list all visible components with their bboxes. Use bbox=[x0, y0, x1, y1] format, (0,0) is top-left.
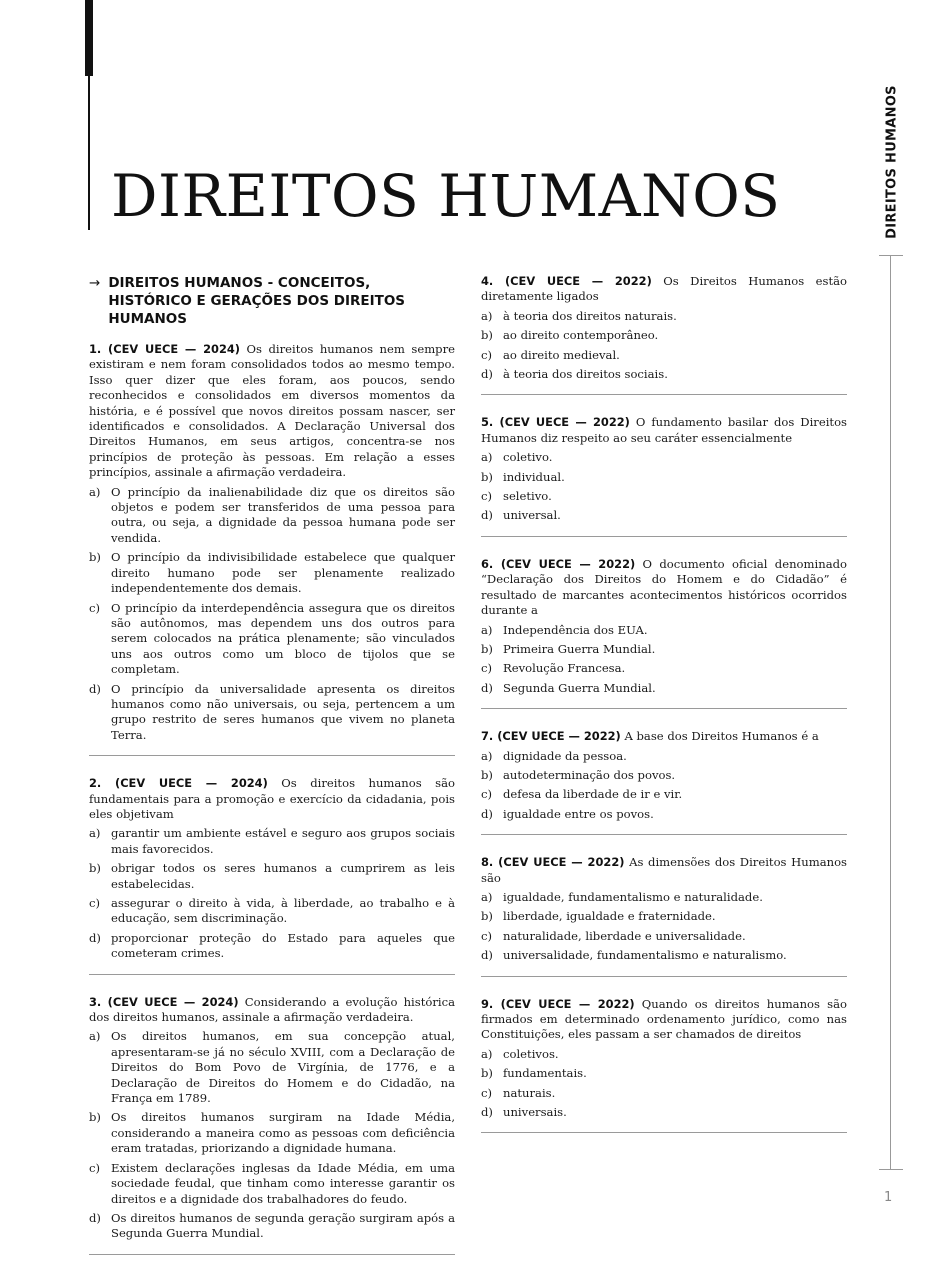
option-text: garantir um ambiente estável e seguro aos grupos sociais mais favorecidos. bbox=[111, 826, 455, 856]
option-letter: d) bbox=[481, 806, 493, 821]
page-title: DIREITOS HUMANOS bbox=[111, 162, 781, 230]
option-letter: a) bbox=[481, 308, 493, 323]
option-d bbox=[89, 682, 455, 744]
question-divider bbox=[481, 536, 847, 537]
arrow-right-icon: → bbox=[89, 275, 101, 291]
question-divider bbox=[481, 708, 847, 709]
question-6 bbox=[481, 557, 847, 696]
option-c bbox=[89, 601, 455, 678]
option-a bbox=[481, 623, 847, 638]
question-stem bbox=[481, 729, 847, 744]
page-number: 1 bbox=[884, 1190, 893, 1205]
option-a bbox=[481, 450, 847, 465]
option-letter: a) bbox=[89, 826, 101, 841]
option-a bbox=[89, 485, 455, 547]
option-letter: b) bbox=[89, 861, 101, 876]
option-letter: a) bbox=[481, 450, 493, 465]
option-letter: c) bbox=[481, 347, 493, 362]
right-column bbox=[481, 274, 847, 1153]
option-c bbox=[481, 489, 847, 504]
question-divider bbox=[481, 834, 847, 835]
option-a bbox=[89, 826, 455, 857]
option-text: Os direitos humanos surgiram na Idade Média, considerando a maneira como as pessoas com deficiência eram tratadas, priorizando a dignidade humana. bbox=[111, 1110, 455, 1156]
question-text: O documento oficial denominado “Declaração dos Direitos do Homem e do Cidadão” é resultado de marcantes acontecimentos históricos ocorridos durante a bbox=[481, 556, 848, 618]
question-number: 2. (CEV UECE — 2024) bbox=[89, 776, 268, 791]
question-number: 7. (CEV UECE — 2022) bbox=[481, 729, 621, 744]
option-letter: b) bbox=[481, 767, 493, 782]
left-column bbox=[89, 274, 455, 1275]
question-stem bbox=[481, 557, 847, 619]
option-text: fundamentais. bbox=[503, 1066, 587, 1081]
option-letter: b) bbox=[481, 328, 493, 343]
option-c bbox=[89, 896, 455, 927]
option-letter: d) bbox=[481, 948, 493, 963]
option-letter: d) bbox=[89, 681, 101, 696]
option-c bbox=[481, 929, 847, 944]
option-letter: b) bbox=[89, 550, 101, 565]
question-number: 1. (CEV UECE — 2024) bbox=[89, 342, 241, 356]
option-letter: a) bbox=[481, 889, 493, 904]
option-text: assegurar o direito à vida, à liberdade, ao trabalho e à educação, sem discriminação. bbox=[111, 896, 455, 926]
option-letter: c) bbox=[481, 787, 493, 802]
option-letter: c) bbox=[89, 896, 101, 910]
question-text: Quando os direitos humanos são firmados em determinado ordenamento jurídico, como nas Constituições, eles passam a ser chamados de direitos bbox=[481, 996, 847, 1042]
question-divider bbox=[481, 394, 847, 395]
option-text: O princípio da interdependência assegura que os direitos são autônomos, mas dependem uns dos outros para serem colocados na prática plenamente; são vinculados uns aos outros como um bloco de tijolos que se completam. bbox=[111, 600, 455, 677]
option-text: O princípio da inalienabilidade diz que os direitos são objetos e podem ser transferidos de uma pessoa para outra, ou seja, a dignidade da pessoa humana pode ser vendida. bbox=[111, 484, 455, 545]
option-a bbox=[481, 890, 847, 905]
option-text: seletivo. bbox=[503, 489, 552, 504]
option-letter: a) bbox=[89, 1029, 101, 1044]
option-a bbox=[481, 1047, 847, 1062]
option-text: coletivos. bbox=[503, 1046, 559, 1061]
side-chapter-label: DIREITOS HUMANOS bbox=[884, 85, 900, 239]
option-text: Independência dos EUA. bbox=[503, 622, 648, 637]
question-stem bbox=[481, 274, 847, 305]
question-number: 4. (CEV UECE — 2022) bbox=[481, 274, 652, 288]
option-c bbox=[481, 348, 847, 363]
question-number: 3. (CEV UECE — 2024) bbox=[89, 994, 239, 1009]
question-text: Os direitos humanos são fundamentais para a promoção e exercício da cidadania, pois eles objetivam bbox=[89, 776, 456, 821]
option-b bbox=[481, 1066, 847, 1081]
question-1 bbox=[89, 342, 455, 743]
side-rule-bottom-tick bbox=[879, 1169, 903, 1170]
option-letter: c) bbox=[481, 1085, 493, 1100]
option-d bbox=[89, 1211, 455, 1242]
question-number: 5. (CEV UECE — 2022) bbox=[481, 415, 630, 430]
option-text: naturais. bbox=[503, 1085, 556, 1100]
option-text: universal. bbox=[503, 508, 561, 523]
option-text: defesa da liberdade de ir e vir. bbox=[503, 787, 683, 802]
option-b bbox=[481, 470, 847, 485]
option-c bbox=[481, 661, 847, 676]
option-text: autodeterminação dos povos. bbox=[503, 767, 676, 782]
option-d bbox=[481, 367, 847, 382]
question-9 bbox=[481, 997, 847, 1121]
option-text: à teoria dos direitos sociais. bbox=[503, 367, 668, 382]
option-letter: c) bbox=[481, 489, 493, 504]
option-text: individual. bbox=[503, 469, 565, 484]
side-rule bbox=[890, 255, 891, 1170]
option-text: dignidade da pessoa. bbox=[503, 748, 627, 763]
option-letter: b) bbox=[89, 1110, 101, 1125]
header-accent-bar bbox=[85, 0, 93, 76]
header-accent-line bbox=[88, 76, 90, 230]
option-letter: c) bbox=[481, 661, 493, 676]
option-letter: d) bbox=[481, 508, 493, 523]
question-4 bbox=[481, 274, 847, 382]
question-stem bbox=[481, 855, 847, 886]
option-letter: d) bbox=[89, 1210, 101, 1225]
option-letter: a) bbox=[481, 622, 493, 637]
option-b bbox=[89, 550, 455, 596]
option-d bbox=[481, 681, 847, 696]
question-3 bbox=[89, 995, 455, 1242]
option-a bbox=[481, 749, 847, 764]
option-b bbox=[89, 861, 455, 892]
option-letter: b) bbox=[481, 641, 493, 656]
option-text: liberdade, igualdade e fraternidade. bbox=[503, 909, 716, 924]
option-letter: c) bbox=[89, 1160, 101, 1175]
option-letter: d) bbox=[89, 930, 101, 945]
question-text: O fundamento basilar dos Direitos Humanos diz respeito ao seu caráter essencialmente bbox=[481, 415, 848, 445]
option-text: O princípio da universalidade apresenta os direitos humanos como não universais, ou seja, pertencem a um grupo restrito de seres humanos que vivem no planeta Terra. bbox=[111, 681, 455, 742]
option-d bbox=[481, 948, 847, 963]
option-b bbox=[481, 642, 847, 657]
option-d bbox=[481, 508, 847, 523]
option-text: Segunda Guerra Mundial. bbox=[503, 680, 656, 695]
question-text: A base dos Direitos Humanos é a bbox=[624, 729, 819, 744]
option-b bbox=[481, 909, 847, 924]
option-letter: b) bbox=[481, 469, 493, 484]
option-letter: d) bbox=[481, 1105, 493, 1120]
option-letter: d) bbox=[481, 367, 493, 382]
option-d bbox=[89, 931, 455, 962]
question-5 bbox=[481, 415, 847, 523]
option-c bbox=[89, 1161, 455, 1207]
question-stem bbox=[481, 997, 847, 1043]
option-text: ao direito contemporâneo. bbox=[503, 328, 659, 343]
question-text: Os Direitos Humanos estão diretamente ligados bbox=[481, 274, 847, 304]
option-a bbox=[481, 309, 847, 324]
option-b bbox=[89, 1110, 455, 1156]
option-text: obrigar todos os seres humanos a cumprirem as leis estabelecidas. bbox=[111, 861, 455, 891]
option-a bbox=[89, 1029, 455, 1106]
question-number: 8. (CEV UECE — 2022) bbox=[481, 855, 625, 870]
question-divider bbox=[89, 755, 455, 756]
option-text: ao direito medieval. bbox=[503, 347, 620, 362]
question-divider bbox=[89, 974, 455, 975]
option-c bbox=[481, 787, 847, 802]
option-d bbox=[481, 1105, 847, 1120]
question-number: 9. (CEV UECE — 2022) bbox=[481, 996, 635, 1011]
question-stem bbox=[89, 776, 455, 822]
option-text: à teoria dos direitos naturais. bbox=[503, 308, 677, 323]
option-text: universalidade, fundamentalismo e naturalismo. bbox=[503, 948, 787, 963]
option-c bbox=[481, 1086, 847, 1101]
question-stem bbox=[89, 342, 455, 481]
option-letter: a) bbox=[481, 748, 493, 763]
side-rule-top-tick bbox=[879, 255, 903, 256]
option-text: coletivo. bbox=[503, 450, 553, 465]
option-b bbox=[481, 328, 847, 343]
question-stem bbox=[89, 995, 455, 1026]
option-text: Primeira Guerra Mundial. bbox=[503, 641, 656, 656]
option-letter: b) bbox=[481, 1066, 493, 1081]
option-letter: c) bbox=[89, 600, 101, 615]
option-text: naturalidade, liberdade e universalidade. bbox=[503, 928, 746, 943]
question-text: Considerando a evolução histórica dos direitos humanos, assinale a afirmação verdadeira. bbox=[89, 994, 456, 1025]
option-letter: b) bbox=[481, 909, 493, 924]
question-2 bbox=[89, 776, 455, 961]
option-letter: a) bbox=[89, 484, 101, 499]
option-text: Existem declarações inglesas da Idade Média, em uma sociedade feudal, que tinham como interesse garantir os direitos e a dignidade dos trabalhadores do feudo. bbox=[111, 1160, 455, 1206]
option-text: igualdade entre os povos. bbox=[503, 806, 654, 821]
question-divider bbox=[481, 1132, 847, 1133]
question-divider bbox=[481, 976, 847, 977]
question-number: 6. (CEV UECE — 2022) bbox=[481, 556, 636, 571]
question-stem bbox=[481, 415, 847, 446]
question-divider bbox=[89, 1254, 455, 1255]
option-text: universais. bbox=[503, 1105, 567, 1120]
question-7 bbox=[481, 729, 847, 822]
option-text: Revolução Francesa. bbox=[503, 661, 626, 676]
option-text: Os direitos humanos, em sua concepção atual, apresentaram-se já no século XVIII, com a Declaração de Direitos do Bom Povo de Virgínia, de 1776, e a Declaração de Direitos do Homem e do Cidadão, na França em 1789. bbox=[111, 1029, 455, 1106]
option-letter: d) bbox=[481, 680, 493, 695]
section-title: DIREITOS HUMANOS - CONCEITOS, HISTÓRICO E GERAÇÕES DOS DIREITOS HUMANOS bbox=[108, 275, 406, 327]
option-text: igualdade, fundamentalismo e naturalidade. bbox=[503, 889, 763, 904]
option-letter: c) bbox=[481, 928, 493, 943]
section-heading bbox=[89, 274, 455, 328]
question-8 bbox=[481, 855, 847, 963]
option-letter: a) bbox=[481, 1046, 493, 1061]
option-d bbox=[481, 807, 847, 822]
question-text: Os direitos humanos nem sempre existiram e nem foram consolidados todos ao mesmo tempo. Isso quer dizer que eles foram, aos poucos, sendo reconhecidos e consolidados em diversos momentos da história, e é possível que novos direitos possam nascer, ser identificados e consolidados. A Declaração Universal dos Direitos Humanos, em seus artigos, concentra-se nos princípios de proteção às pessoas. Em relação a esses princípios, assinale a afirmação verdadeira. bbox=[89, 342, 456, 480]
question-text: As dimensões dos Direitos Humanos são bbox=[481, 855, 847, 885]
option-b bbox=[481, 768, 847, 783]
option-text: O princípio da indivisibilidade estabelece que qualquer direito humano pode ser plenamente realizado independentemente dos demais. bbox=[111, 550, 455, 596]
option-text: Os direitos humanos de segunda geração surgiram após a Segunda Guerra Mundial. bbox=[111, 1210, 455, 1241]
option-text: proporcionar proteção do Estado para aqueles que cometeram crimes. bbox=[111, 930, 455, 961]
